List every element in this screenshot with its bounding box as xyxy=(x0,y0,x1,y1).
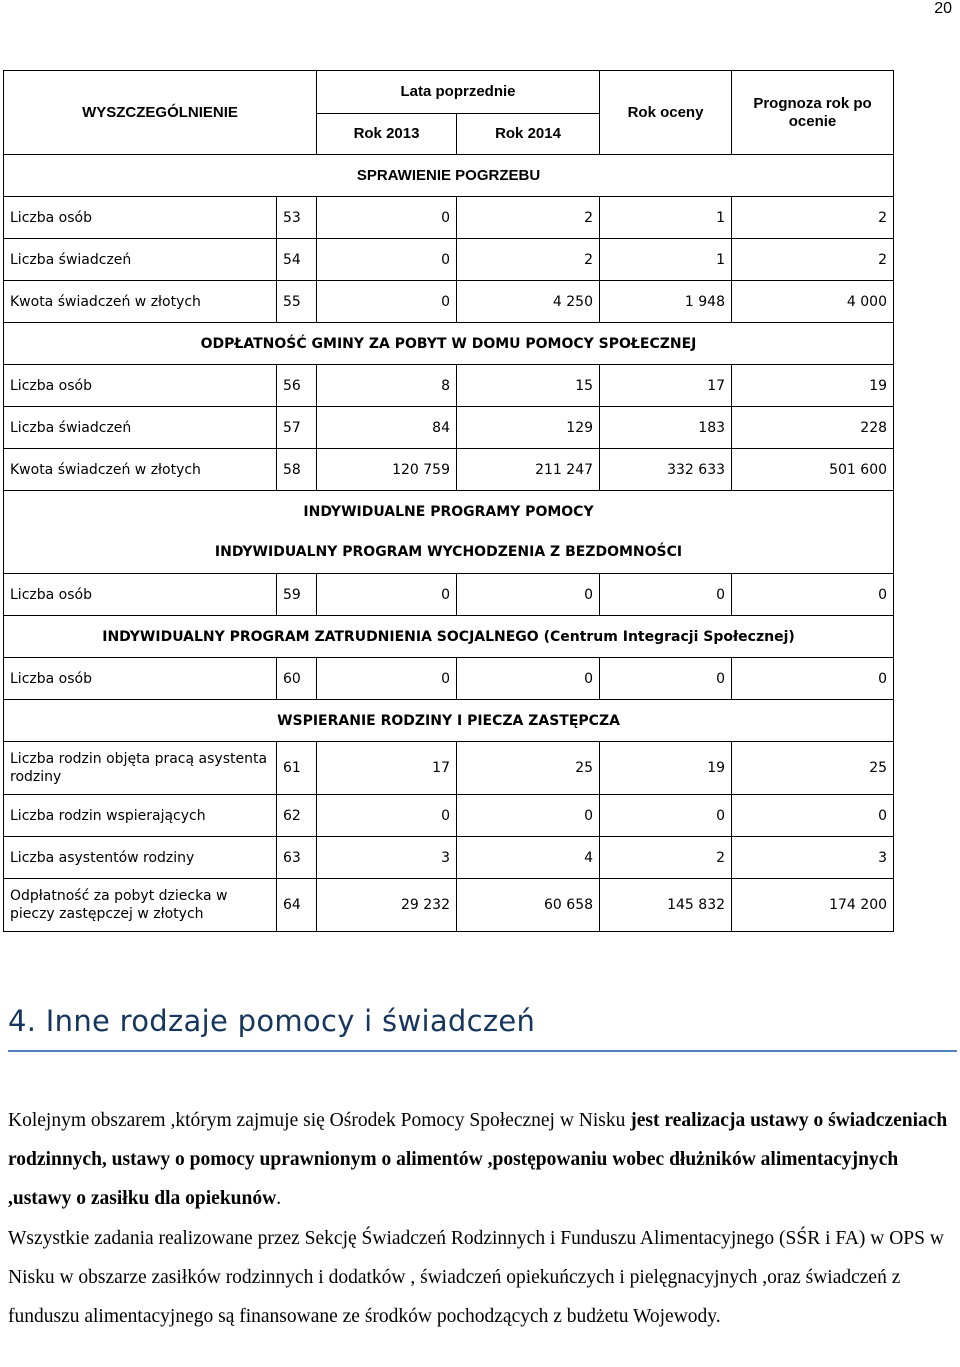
row-code: 60 xyxy=(277,658,317,700)
cell-forecast: 228 xyxy=(732,407,894,449)
cell-2014: 4 250 xyxy=(457,281,600,323)
row-code: 58 xyxy=(277,449,317,491)
cell-2013: 0 xyxy=(317,658,457,700)
row-label: Odpłatność za pobyt dziecka w pieczy zastępczej w złotych xyxy=(4,879,277,932)
cell-2013: 0 xyxy=(317,795,457,837)
cell-forecast: 2 xyxy=(732,197,894,239)
cell-forecast: 25 xyxy=(732,742,894,795)
paragraph-intro-bold: jest realizacja ustawy o świadczeniach rodzinnych, ustawy o pomocy uprawnionym o alimentów ,postępowaniu wobec dłużników alimentacyjnych ,ustawy o zasiłku dla opiekunów xyxy=(8,1110,948,1209)
row-label: Kwota świadczeń w złotych xyxy=(4,449,277,491)
section-heading: 4. Inne rodzaje pomocy i świadczeń xyxy=(8,1004,536,1038)
cell-forecast: 0 xyxy=(732,795,894,837)
cell-assessment: 17 xyxy=(600,365,732,407)
cell-2013: 120 759 xyxy=(317,449,457,491)
cell-2013: 3 xyxy=(317,837,457,879)
cell-forecast: 19 xyxy=(732,365,894,407)
section-title-homelessness: INDYWIDUALNY PROGRAM WYCHODZENIA Z BEZDOMNOŚCI xyxy=(214,544,683,560)
cell-assessment: 0 xyxy=(600,795,732,837)
cell-2014: 60 658 xyxy=(457,879,600,932)
cell-2014: 2 xyxy=(457,197,600,239)
cell-assessment: 0 xyxy=(600,658,732,700)
cell-assessment: 1 xyxy=(600,239,732,281)
cell-forecast: 4 000 xyxy=(732,281,894,323)
cell-2013: 0 xyxy=(317,281,457,323)
header-assessment-year: Rok oceny xyxy=(600,71,732,155)
table-row xyxy=(4,407,894,449)
cell-2014: 211 247 xyxy=(457,449,600,491)
cell-assessment: 2 xyxy=(600,837,732,879)
header-year-2014: Rok 2014 xyxy=(457,114,600,155)
row-code: 53 xyxy=(277,197,317,239)
cell-2013: 29 232 xyxy=(317,879,457,932)
section-burial: SPRAWIENIE POGRZEBU xyxy=(4,155,894,197)
cell-2014: 0 xyxy=(457,574,600,616)
page-number: 20 xyxy=(934,0,952,17)
cell-assessment: 183 xyxy=(600,407,732,449)
table-row xyxy=(4,239,894,281)
table-row xyxy=(4,795,894,837)
cell-assessment: 145 832 xyxy=(600,879,732,932)
heading-underline xyxy=(8,1050,957,1052)
row-code: 63 xyxy=(277,837,317,879)
row-label: Liczba osób xyxy=(4,197,277,239)
cell-2014: 25 xyxy=(457,742,600,795)
section-social-employment: INDYWIDUALNY PROGRAM ZATRUDNIENIA SOCJALNEGO (Centrum Integracji Społecznej) xyxy=(4,616,894,658)
cell-2014: 15 xyxy=(457,365,600,407)
table-row xyxy=(4,658,894,700)
table-row xyxy=(4,837,894,879)
cell-2013: 0 xyxy=(317,574,457,616)
cell-2014: 2 xyxy=(457,239,600,281)
table-row xyxy=(4,574,894,616)
section-family-support: WSPIERANIE RODZINY I PIECZA ZASTĘPCZA xyxy=(4,700,894,742)
row-code: 55 xyxy=(277,281,317,323)
table-row xyxy=(4,197,894,239)
table-row xyxy=(4,365,894,407)
cell-assessment: 332 633 xyxy=(600,449,732,491)
cell-forecast: 174 200 xyxy=(732,879,894,932)
row-code: 54 xyxy=(277,239,317,281)
cell-assessment: 1 xyxy=(600,197,732,239)
paragraph-funding: Wszystkie zadania realizowane przez Sekcję Świadczeń Rodzinnych i Funduszu Alimentacyjnego (SŚR i FA) w OPS w Nisku w obszarze zasiłków rodzinnych i dodatków , świadczeń opiekuńczych i pielęgnacyjnych ,oraz świadczeń z funduszu alimentacyjnego są finansowane ze środków pochodzących z budżetu Wojewody. xyxy=(8,1228,944,1327)
paragraph-intro-end: . xyxy=(276,1188,282,1209)
row-code: 57 xyxy=(277,407,317,449)
cell-forecast: 501 600 xyxy=(732,449,894,491)
cell-2014: 4 xyxy=(457,837,600,879)
row-label: Liczba rodzin objęta pracą asystenta rodziny xyxy=(4,742,277,795)
table-row xyxy=(4,742,894,795)
table-row xyxy=(4,281,894,323)
row-code: 61 xyxy=(277,742,317,795)
header-previous-years: Lata poprzednie xyxy=(317,71,600,114)
row-label: Kwota świadczeń w złotych xyxy=(4,281,277,323)
cell-forecast: 3 xyxy=(732,837,894,879)
row-label: Liczba osób xyxy=(4,658,277,700)
header-description: WYSZCZEGÓLNIENIE xyxy=(4,71,317,155)
cell-2013: 84 xyxy=(317,407,457,449)
statistics-table xyxy=(3,70,894,932)
header-year-2013: Rok 2013 xyxy=(317,114,457,155)
header-forecast: Prognoza rok po ocenie xyxy=(732,71,894,155)
cell-forecast: 0 xyxy=(732,658,894,700)
row-label: Liczba asystentów rodziny xyxy=(4,837,277,879)
table-row xyxy=(4,879,894,932)
cell-assessment: 0 xyxy=(600,574,732,616)
row-code: 59 xyxy=(277,574,317,616)
row-label: Liczba świadczeń xyxy=(4,239,277,281)
cell-2013: 0 xyxy=(317,197,457,239)
section-dps-fee: ODPŁATNOŚĆ GMINY ZA POBYT W DOMU POMOCY SPOŁECZNEJ xyxy=(4,323,894,365)
cell-2014: 0 xyxy=(457,658,600,700)
row-code: 62 xyxy=(277,795,317,837)
row-code: 64 xyxy=(277,879,317,932)
row-label: Liczba osób xyxy=(4,365,277,407)
row-label: Liczba rodzin wspierających xyxy=(4,795,277,837)
row-label: Liczba świadczeń xyxy=(4,407,277,449)
paragraph-intro xyxy=(8,1101,953,1218)
cell-2014: 0 xyxy=(457,795,600,837)
cell-2013: 8 xyxy=(317,365,457,407)
cell-forecast: 2 xyxy=(732,239,894,281)
cell-2013: 17 xyxy=(317,742,457,795)
cell-2014: 129 xyxy=(457,407,600,449)
cell-forecast: 0 xyxy=(732,574,894,616)
row-label: Liczba osób xyxy=(4,574,277,616)
section-title-individual-programs: INDYWIDUALNE PROGRAMY POMOCY xyxy=(303,504,594,520)
section-individual-programs xyxy=(4,491,894,574)
table-row xyxy=(4,449,894,491)
paragraph-intro-text: Kolejnym obszarem ,którym zajmuje się Ośrodek Pomocy Społecznej w Nisku xyxy=(8,1110,631,1131)
cell-2013: 0 xyxy=(317,239,457,281)
cell-assessment: 19 xyxy=(600,742,732,795)
row-code: 56 xyxy=(277,365,317,407)
cell-assessment: 1 948 xyxy=(600,281,732,323)
